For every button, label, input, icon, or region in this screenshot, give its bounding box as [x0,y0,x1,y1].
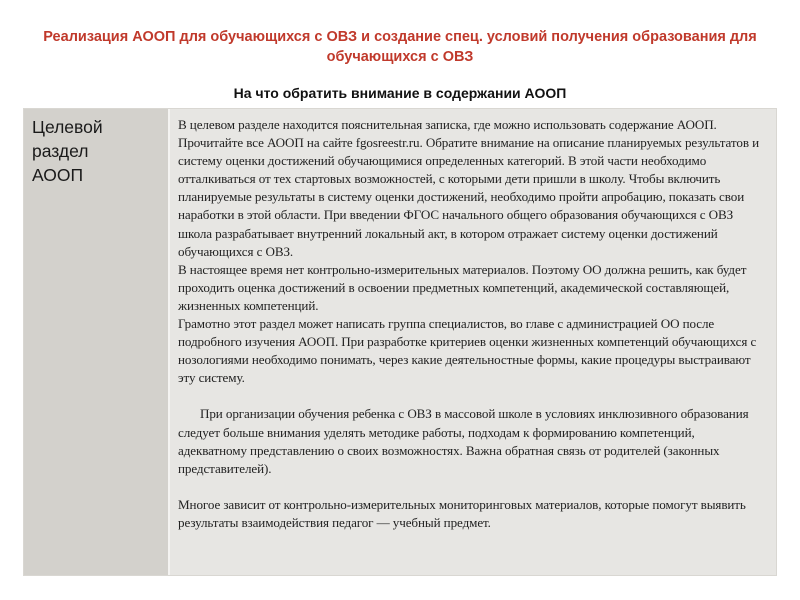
section-header-cell: Целевой раздел АООП [24,109,170,575]
paragraph-inclusive: При организации обучения ребенка с ОВЗ в массовой школе в условиях инклюзивного образования следует больше внимания уделять методике работы, подходам к формированию компетенций, адекватному представлению о своих возможностях. Важна обратная связь от родителей (законных представителей). [178,406,749,476]
paragraph-specialists: Грамотно этот раздел может написать группа специалистов, во главе с администрацией ОО после подробного изучения АООП. При разработке критериев оценки жизненных компетенций обучающихся с нозологиями необходимо понимать, через какие деятельностные формы, какие процедуры выстраивают эту систему. [178,316,757,386]
paragraph-no-materials: В настоящее время нет контрольно-измерительных материалов. Поэтому ОО должна решить, как будет проходить оценка достижений в освоении предметных компетенций, академической составляющей, жизненных компетенций. [178,261,747,313]
paragraph-gap [178,478,766,496]
paragraph-monitoring: Многое зависит от контрольно-измерительных мониторинговых материалов, которые помогут выявить результаты взаимодействия педагог — учебный предмет. [178,496,746,530]
slide-title: Реализация АООП для обучающихся с ОВЗ и создание спец. условий получения образования для обучающихся с ОВЗ [43,29,757,65]
paragraph-gap [178,387,766,405]
slide-subtitle: На что обратить внимание в содержании АООП [233,85,567,101]
section-description-cell [170,109,776,575]
content-table [23,108,777,576]
paragraph-target-section: В целевом разделе находится пояснительная записка, где можно использовать содержание АООП. Прочитайте все АООП на сайте fgosreestr.ru. Обратите внимание на описание планируемых результатов и систему оценки достижений обучающимися определенных категорий. В этой части необходимо отталкиваться от тех стартовых возможностей, с которыми дети пришли в школу. Чтобы включить планируемые результаты в систему оценки достижений, необходимо пройти апробацию, показать свои наработки в этой области. При введении ФГОС начального общего образования обучающихся с ОВЗ школа разрабатывает внутренний локальный акт, в котором отражает систему оценки достижений обучающихся с ОВЗ. [178,117,759,259]
